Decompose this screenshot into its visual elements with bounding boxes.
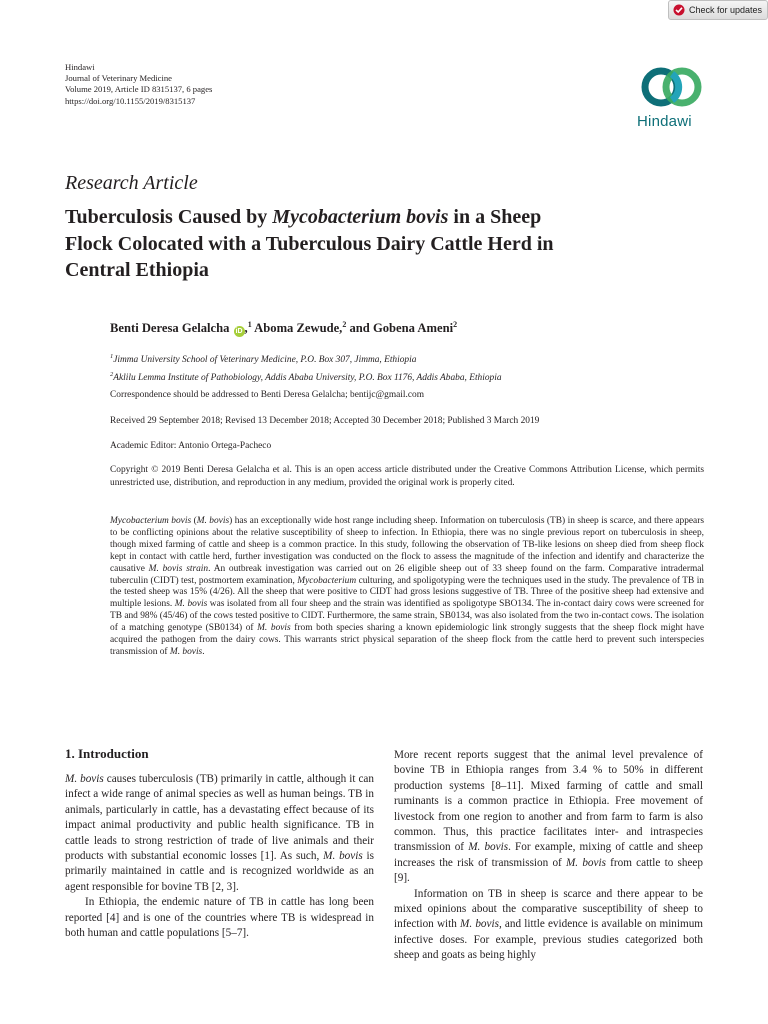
volume-info: Volume 2019, Article ID 8315137, 6 pages	[65, 84, 213, 95]
author-affil-sup: 2	[453, 319, 458, 329]
abstract-text: was isolated from all four sheep and the strain was identified as spoligotype SBO134. The in-contact dairy cows were screened for TB and 98% (45/46) of the cows tested positive to CIDT. Furthermore, the same strain, SB0134, was also isolated from the two in-contact cows. The isolation of a matching genotype (SB0134) of	[110, 599, 704, 634]
body-text: causes tuberculosis (TB) primarily in cattle, although it can infect a wide range of animal species as well as human beings. TB in animals, particularly in cattle, has a devastating effect because of its impact animal productivity and public health significance. TB in cattle leads to strong restriction of trade of live animals and their products with substantial economic losses [1]. As such,	[65, 773, 374, 863]
affiliation-text: Aklilu Lemma Institute of Pathobiology, Addis Ababa University, P.O. Box 1176, Addis Ababa, Ethiopia	[113, 372, 502, 383]
abstract-italic: M. bovis	[257, 623, 291, 634]
body-italic: M. bovis	[565, 856, 606, 869]
author-name[interactable]: Aboma Zewude,	[254, 321, 343, 335]
abstract-italic: M. bovis	[169, 646, 203, 657]
abstract-text: . An outbreak investigation was carried out on 26 eligible sheep out of 33 sheep found on the farm. Comparative intradermal tuberculin (CIDT) test, postmortem examination,	[110, 563, 704, 586]
affiliations	[110, 350, 502, 385]
author-name[interactable]: Benti Deresa Gelalcha	[110, 321, 230, 335]
abstract-text: (	[191, 516, 197, 526]
correspondence: Correspondence should be addressed to Benti Deresa Gelalcha; bentijc@gmail.com	[110, 390, 425, 400]
doi-link[interactable]: https://doi.org/10.1155/2019/8315137	[65, 95, 196, 106]
copyright-notice: Copyright © 2019 Benti Deresa Gelalcha et al. This is an open access article distributed under the Creative Commons Attribution License, which permits unrestricted use, distribution, and reproduction in any medium, provided the original work is properly cited.	[110, 465, 704, 488]
title-part-2: in a Sheep Flock Colocated with a Tuberculous Dairy Cattle Herd in Central Ethiopia	[65, 206, 554, 281]
journal-info	[65, 62, 212, 107]
article-type: Research Article	[65, 172, 198, 194]
publisher-name: Hindawi	[65, 62, 95, 72]
body-italic: M. bovis	[323, 850, 363, 863]
hindawi-logo-icon	[639, 64, 705, 110]
hindawi-wordmark: Hindawi	[637, 113, 692, 130]
paragraph	[65, 772, 374, 895]
body-italic: M. bovis,	[460, 918, 502, 931]
affiliation-item	[110, 350, 502, 368]
article-title	[65, 204, 585, 284]
academic-editor: Academic Editor: Antonio Ortega-Pacheco	[110, 441, 272, 451]
body-text: More recent reports suggest that the animal level prevalence of bovine TB in Ethiopia ranges from 3.4 % to 50% in different production systems [8–11]. Mixed farming of cattle and small ruminants is a common practice in Ethiopia. Free movement of livestock from one region to another and from farm to farm is also common. Thus, this practice facilitates inter- and intraspecies transmission of	[394, 749, 703, 854]
orcid-icon[interactable]: iD	[235, 328, 243, 335]
paragraph	[394, 748, 703, 887]
affiliation-sup: 2	[110, 370, 114, 378]
title-part-1: Tuberculosis Caused by	[65, 206, 273, 228]
body-text: from cattle to sheep [9].	[394, 856, 703, 885]
section-heading-introduction: 1. Introduction	[65, 746, 149, 761]
title-italic: Mycobacterium bovis	[272, 206, 449, 228]
publication-dates: Received 29 September 2018; Revised 13 December 2018; Accepted 30 December 2018; Published 3 March 2019	[110, 416, 540, 426]
body-column-right	[394, 748, 703, 964]
body-italic: M. bovis	[65, 773, 104, 785]
body-text: Information on TB in sheep is scarce and there appear to be mixed opinions about the comparative susceptibility of sheep to infection with	[394, 887, 703, 931]
check-for-updates-button[interactable]	[668, 0, 768, 20]
abstract-italic: M. bovis strain	[148, 563, 209, 574]
paragraph: In Ethiopia, the endemic nature of TB in cattle has long been reported [4] and is one of the countries where TB is widespread in both human and cattle populations [5–7].	[65, 896, 374, 940]
body-column-left	[65, 772, 374, 941]
journal-name: Journal of Veterinary Medicine	[65, 73, 172, 84]
abstract-italic: Mycobacterium	[297, 575, 357, 586]
abstract-italic: M. bovis	[196, 516, 230, 526]
abstract-italic: Mycobacterium bovis	[110, 516, 192, 526]
abstract-italic: M. bovis	[174, 599, 208, 610]
author-list: Benti Deresa Gelalcha iD ,$^1$ Aboma Zewude,$^2$ and Gobena Ameni$^2$	[110, 319, 458, 335]
author-affil-sup: 2	[342, 319, 347, 329]
author-affil-sup: 1	[247, 319, 252, 329]
crossmark-icon	[673, 4, 685, 16]
abstract-text: ) has an exceptionally wide host range including sheep. Information on tuberculosis (TB) in sheep is scarce, and there appears to be conflicting opinions about the relative susceptibility of sheep to infection. In Ethiopia, there was no single previous report on tuberculosis in sheep, though mixed farming of cattle and sheep is a common practice. In this study, following the observation of TB-like lesions on sheep died from sheep flock kept in contact with cattle herd, further investigation was conducted on the flock to assess the magnitude of the infection and identify and characterize the causative	[110, 516, 704, 574]
body-text: is primarily maintained in cattle and is recognized worldwide as an agent responsible for bovine TB [2, 3].	[65, 850, 374, 893]
body-text: and little evidence is available on minimum infective doses. For example, previous studies categorized both sheep and goats as being highly	[394, 918, 703, 962]
check-for-updates-label: Check for updates	[689, 5, 763, 15]
abstract-text: from both species sharing a known epidemiologic link strongly suggests that the sheep flock might have acquired the pathogen from the dairy cows. This warrants strict physical separation of the sheep flock from the cattle herd to prevent such interspecies transmission of	[110, 623, 704, 657]
abstract-text: culturing, and spoligotyping were the techniques used in the study. The prevalence of TB in the tested sheep was 15% (4/26). All the sheep that were positive to CIDT had gross lesions suggestive of TB. Three of the positive sheep had extensive and multiple lesions.	[110, 575, 704, 610]
abstract	[110, 516, 704, 659]
affiliation-sup: 1	[110, 353, 114, 360]
body-text: . For example, mixing of cattle and sheep increases the risk of transmission of	[394, 841, 704, 869]
paragraph	[394, 887, 703, 964]
affiliation-item	[110, 368, 502, 386]
abstract-text: .	[202, 646, 205, 657]
author-name[interactable]: and Gobena Ameni	[349, 321, 454, 335]
body-italic: M. bovis	[468, 841, 509, 854]
affiliation-text: Jimma University School of Veterinary Medicine, P.O. Box 307, Jimma, Ethiopia	[113, 355, 417, 366]
